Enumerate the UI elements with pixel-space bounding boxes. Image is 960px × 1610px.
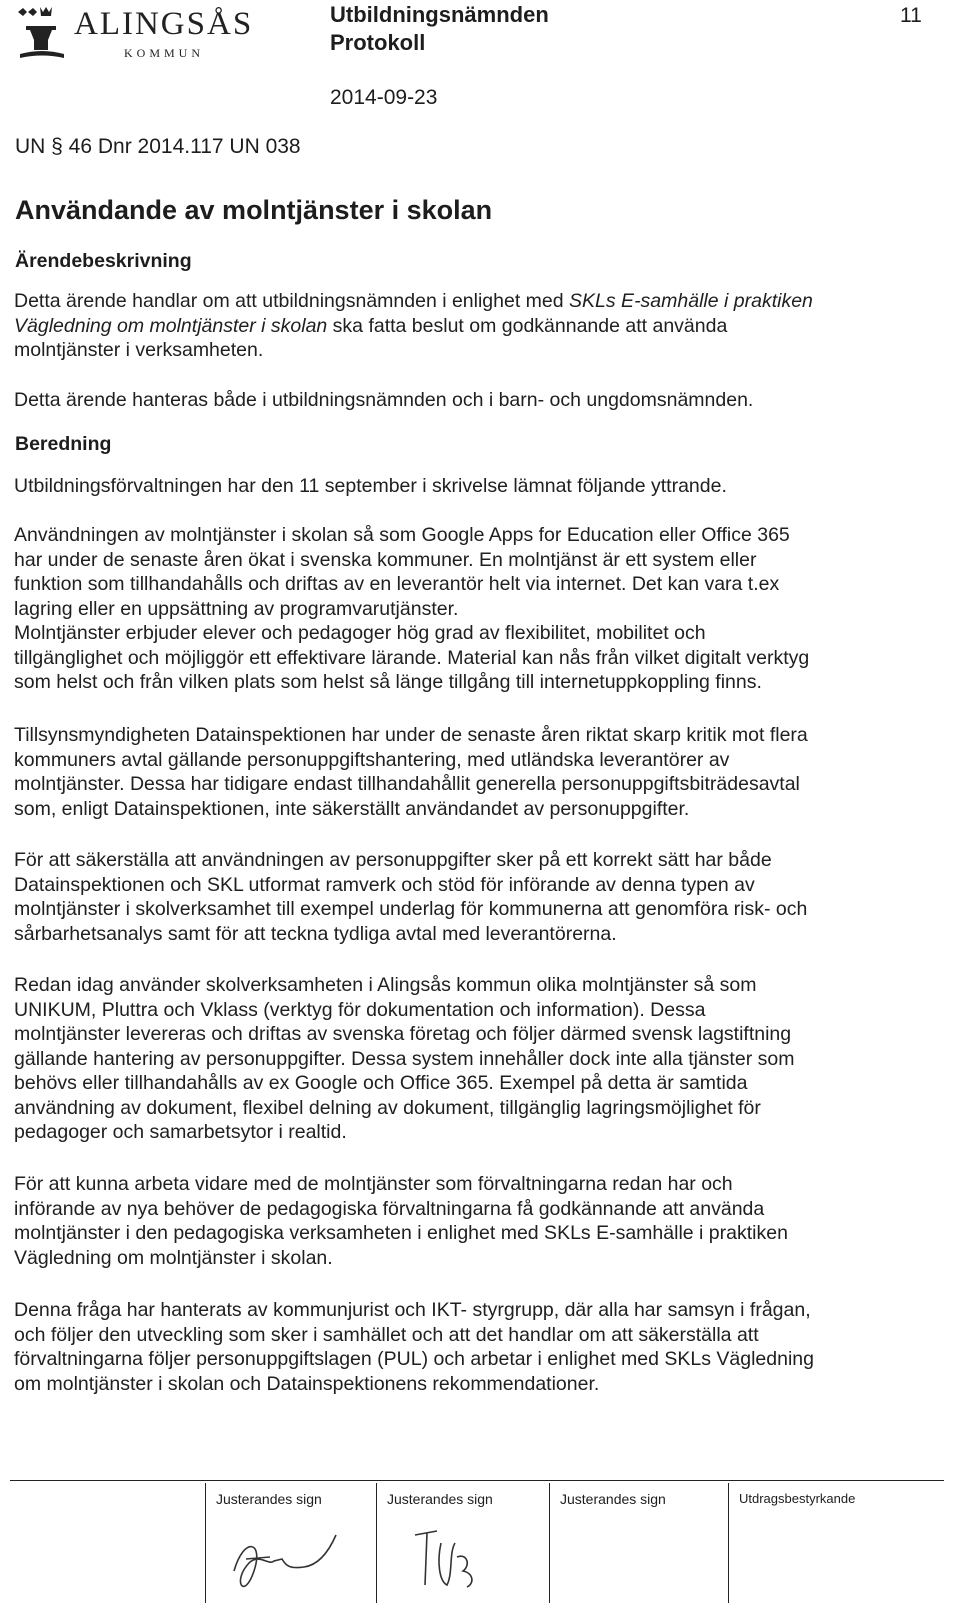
text-line: och följer den utveckling som sker i samhället och att det handlar om att säkerställa att xyxy=(14,1323,759,1346)
handwritten-signature-1 xyxy=(224,1521,344,1591)
text-line: som helst och från vilken plats som helst så länge tillgång till internetuppkoppling finns. xyxy=(14,671,762,693)
committee-name: Utbildningsnämnden xyxy=(330,2,549,27)
coat-of-arms-icon xyxy=(14,4,70,66)
text-line: molntjänster levereras och driftas av svenska företag och följer därmed svensk lagstiftning xyxy=(14,1023,792,1045)
paragraph-cloud-usage xyxy=(14,523,946,695)
text-line: Utbildningsförvaltningen har den 11 september i skrivelse lämnat följande yttrande. xyxy=(14,475,727,497)
signature-label: Justerandes sign xyxy=(216,1491,322,1507)
signature-cell-1 xyxy=(205,1483,376,1603)
text-line: Detta ärende hanteras både i utbildningsnämnden och i barn- och ungdomsnämnden. xyxy=(14,389,754,411)
logo-subtitle: KOMMUN xyxy=(124,46,205,60)
text-line: kommuners avtal gällande personuppgiftshantering, med utländska leverantörer av xyxy=(14,748,730,771)
paragraph-supervisory-criticism xyxy=(14,723,946,821)
text-line: har under de senaste åren ökat i svenska kommuner. En molntjänst är ett system eller xyxy=(14,548,757,571)
text-line xyxy=(14,314,946,339)
section-heading-beredning: Beredning xyxy=(15,433,112,455)
meeting-date: 2014-09-23 xyxy=(330,86,438,109)
text-line: sårbarhetsanalys samt för att teckna tydliga avtal med leverantörerna. xyxy=(14,922,617,945)
signature-label: Utdragsbestyrkande xyxy=(739,1491,856,1506)
paragraph-approval-need xyxy=(14,1172,946,1270)
italic-reference: Vägledning om molntjänster i skolan xyxy=(14,314,328,337)
text-line: Molntjänster erbjuder elever och pedagoger hög grad av flexibilitet, mobilitet och xyxy=(14,622,706,644)
text-line: molntjänster i skolverksamhet till exempel underlag för kommunerna att genomföra risk- och xyxy=(14,898,808,920)
signature-label: Justerandes sign xyxy=(560,1491,666,1507)
text-line: Användningen av molntjänster i skolan så som Google Apps for Education eller Office 365 xyxy=(14,524,790,546)
text-line: gällande hantering av personuppgifter. Dessa system innehåller dock inte alla tjänster som xyxy=(14,1047,795,1070)
text-line: pedagoger och samarbetsytor i realtid. xyxy=(14,1121,347,1143)
municipality-logo xyxy=(14,4,284,68)
text-run: Detta ärende handlar om att utbildningsnämnden i enlighet med xyxy=(14,290,570,312)
logo-wordmark: ALINGSÅS xyxy=(74,6,254,42)
text-line xyxy=(14,289,946,314)
text-line: För att säkerställa att användningen av personuppgifter sker på ett korrekt sätt har både xyxy=(14,849,772,871)
paragraph-framework xyxy=(14,848,946,946)
text-line: Redan idag använder skolverksamheten i Alingsås kommun olika molntjänster så som xyxy=(14,974,757,996)
section-heading-arendebeskrivning: Ärendebeskrivning xyxy=(15,250,192,272)
signature-cell-3 xyxy=(549,1483,728,1603)
text-line: Datainspektionen och SKL utformat ramverk och stöd för införande av denna typen av xyxy=(14,873,755,896)
text-line: molntjänster. Dessa har tidigare endast tillhandahållit generella personuppgiftsbiträdesavtal xyxy=(14,773,800,795)
case-title: Användande av molntjänster i skolan xyxy=(15,195,493,225)
handwritten-signature-2 xyxy=(397,1513,507,1593)
text-line: funktion som tillhandahålls och driftas av en leverantör helt via internet. Det kan vara t.ex xyxy=(14,573,780,595)
text-line: tillgänglighet och möjliggör ett effektivare lärande. Material kan nås från vilket digitalt verktyg xyxy=(14,646,810,669)
text-line: Vägledning om molntjänster i skolan. xyxy=(14,1246,333,1269)
text-line: lagring eller en uppsättning av programvarutjänster. xyxy=(14,597,459,620)
paragraph-handling-note xyxy=(14,388,946,413)
text-line: För att kunna arbeta vidare med de molntjänster som förvaltningarna redan har och xyxy=(14,1173,733,1195)
text-line: molntjänster i verksamheten. xyxy=(14,339,264,361)
paragraph-statement-intro xyxy=(14,474,946,499)
text-line: användning av dokument, flexibel delning av dokument, tillgänglig lagringsmöjlighet för xyxy=(14,1096,761,1119)
text-line: behövs eller tillhandahålls av ex Google och Office 365. Exempel på detta är samtida xyxy=(14,1072,748,1094)
text-line: förvaltningarna följer personuppgiftslagen (PUL) och arbetar i enlighet med SKLs Vägledning xyxy=(14,1348,814,1370)
signature-cell-2 xyxy=(376,1483,549,1603)
signature-divider xyxy=(10,1480,944,1481)
paragraph-description xyxy=(14,289,946,363)
document-type: Protokoll xyxy=(330,30,426,55)
signature-label: Justerandes sign xyxy=(387,1491,493,1507)
text-line: Tillsynsmyndigheten Datainspektionen har under de senaste åren riktat skarp kritik mot flera xyxy=(14,724,808,746)
italic-reference: SKLs E-samhälle i praktiken xyxy=(569,290,813,312)
page-number: 11 xyxy=(900,4,922,27)
signature-cell-4 xyxy=(728,1483,945,1603)
text-line: som, enligt Datainspektionen, inte säkerställt användandet av personuppgifter. xyxy=(14,797,690,820)
text-line: om molntjänster i skolan och Datainspektionens rekommendationer. xyxy=(14,1372,600,1395)
text-line: molntjänster i den pedagogiska verksamheten i enlighet med SKLs E-samhälle i praktiken xyxy=(14,1222,788,1244)
paragraph-legal-review xyxy=(14,1298,946,1396)
paragraph-current-usage xyxy=(14,973,946,1145)
text-line: UNIKUM, Pluttra och Vklass (verktyg för dokumentation och information). Dessa xyxy=(14,998,706,1021)
text-line: Denna fråga har hanterats av kommunjurist och IKT- styrgrupp, där alla har samsyn i frågan, xyxy=(14,1299,811,1321)
text-run: ska fatta beslut om godkännande att använda xyxy=(327,314,728,337)
text-line: införande av nya behöver de pedagogiska förvaltningarna få godkännande att använda xyxy=(14,1197,765,1220)
paragraph-reference: UN § 46 Dnr 2014.117 UN 038 xyxy=(15,135,301,158)
